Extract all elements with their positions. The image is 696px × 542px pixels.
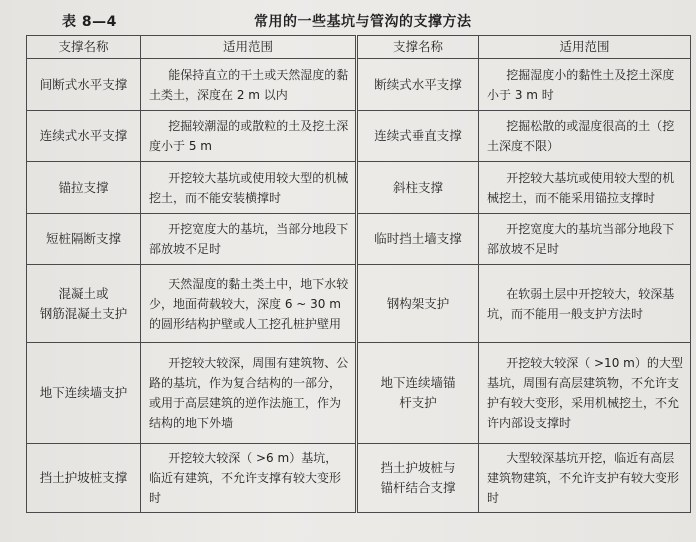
support-name-cell <box>27 343 141 444</box>
support-name-cell <box>357 444 479 513</box>
support-name-cell <box>357 59 479 111</box>
support-name-line: 锚拉支撑 <box>58 179 109 195</box>
support-name-line: 钢构架支护 <box>386 295 450 311</box>
scope-cell: 开挖较大较深（ >6 m）基坑，临近有建筑，不允许支撑有较大变形时 <box>141 444 357 513</box>
support-name-cell <box>27 59 141 111</box>
support-name-cell <box>27 162 141 214</box>
header-cell: 适用范围 <box>479 36 691 59</box>
support-name-line: 挡土护坡桩与 <box>380 460 456 475</box>
scope-cell: 天然湿度的黏土类土中，地下水较少，地面荷载较大，深度 6 ~ 30 m 的圆形结构护壁或人工挖孔桩护壁用 <box>141 265 357 343</box>
scope-cell: 开挖较大较深（ >10 m）的大型基坑，周围有高层建筑物，不允许支护有较大变形，采用机械挖土，不允许内部设支撑时 <box>479 343 691 444</box>
support-name-line: 地下连续墙锚 <box>380 375 456 390</box>
table-row <box>27 59 691 111</box>
support-name-cell <box>27 214 141 265</box>
support-name-cell <box>357 111 479 162</box>
scope-cell: 开挖宽度大的基坑，当部分地段下部放坡不足时 <box>141 214 357 265</box>
scope-cell: 开挖宽度大的基坑当部分地段下部放坡不足时 <box>479 214 691 265</box>
support-name-cell <box>357 343 479 444</box>
header-row <box>27 36 691 59</box>
table-row <box>27 111 691 162</box>
support-name-line: 短桩隔断支撑 <box>45 231 121 246</box>
scope-cell: 大型较深基坑开挖，临近有高层建筑物建筑，不允许支护有较大变形时 <box>479 444 691 513</box>
table-title: 常用的一些基坑与管沟的支撑方法 <box>254 14 472 30</box>
table-row <box>27 265 691 343</box>
support-name-line: 挡土护坡桩支撑 <box>39 470 128 485</box>
header-cell: 适用范围 <box>141 36 357 59</box>
support-name-line: 断续式水平支撑 <box>374 76 462 92</box>
scope-cell: 开挖较大基坑或使用较大型的机械挖土，而不能安装横撑时 <box>141 162 357 214</box>
table-caption <box>24 8 672 34</box>
support-name-line: 钢筋混凝土支护 <box>39 305 128 321</box>
scope-cell: 开挖较大较深，周围有建筑物、公路的基坑，作为复合结构的一部分，或用于高层建筑的逆作法施工，作为结构的地下外墙 <box>141 343 357 444</box>
scope-cell: 在软弱土层中开挖较大，较深基坑，而不能用一般支护方法时 <box>479 265 691 343</box>
support-name-line: 斜柱支撑 <box>392 179 443 195</box>
support-name-line: 混凝土或 <box>58 285 109 301</box>
header-cell: 支撑名称 <box>27 36 141 59</box>
scope-cell: 开挖较大基坑或使用较大型的机械挖土，而不能采用锚拉支撑时 <box>479 162 691 214</box>
support-name-line: 连续式垂直支撑 <box>374 128 462 143</box>
support-name-line: 临时挡土墙支撑 <box>374 231 462 246</box>
scope-cell: 能保持直立的干土或天然湿度的黏土类土，深度在 2 m 以内 <box>141 59 357 111</box>
table-row <box>27 214 691 265</box>
scope-cell: 挖掘较潮湿的或散粒的土及挖土深度小于 5 m <box>141 111 357 162</box>
table-number: 表 8—4 <box>62 14 117 30</box>
support-name-cell <box>27 265 141 343</box>
support-name-cell <box>27 444 141 513</box>
table-row <box>27 444 691 513</box>
support-methods-table <box>26 35 691 513</box>
support-name-line: 间断式水平支撑 <box>39 76 128 92</box>
support-name-line: 地下连续墙支护 <box>39 385 128 400</box>
table-row <box>27 162 691 214</box>
support-name-line: 杆支护 <box>399 395 437 410</box>
support-name-cell <box>357 214 479 265</box>
header-cell: 支撑名称 <box>357 36 479 59</box>
support-name-line: 连续式水平支撑 <box>39 128 128 143</box>
support-name-cell <box>357 265 479 343</box>
support-name-cell <box>357 162 479 214</box>
support-name-cell <box>27 111 141 162</box>
table-row <box>27 343 691 444</box>
scope-cell: 挖掘松散的或湿度很高的土（挖土深度不限） <box>479 111 691 162</box>
support-name-line: 锚杆结合支撑 <box>380 480 456 495</box>
scope-cell: 挖掘湿度小的黏性土及挖土深度小于 3 m 时 <box>479 59 691 111</box>
